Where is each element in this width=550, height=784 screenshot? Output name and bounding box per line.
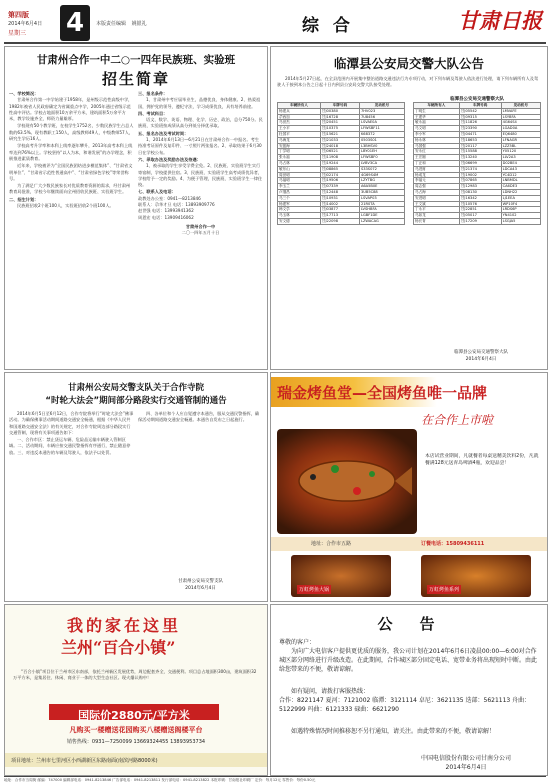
- school-admission-article: [4, 46, 268, 370]
- table-cell: 甘J11826: [459, 120, 501, 126]
- table-cell: YN4102: [501, 213, 540, 219]
- table-cell: 马占林: [278, 160, 321, 166]
- housing-ad-promo: 凡购买一楼赠送花园购买八楼赠送阁楼平台: [69, 726, 203, 734]
- police-notice-title: 甘肃州公安局交警支队关于合作寺院: [67, 383, 204, 393]
- table-cell: CA6DE3: [501, 184, 540, 190]
- table-cell: 甘J07865: [459, 178, 501, 184]
- police-notice-date: 2014年6月4日: [185, 586, 216, 591]
- page-number: 4: [65, 8, 85, 38]
- vehicle-table: [277, 102, 405, 225]
- housing-ad-address: 项目地址：兰州市七里河区小西湖新区东路南面(南滨河路8000米): [11, 758, 158, 764]
- table-cell: 甘J12448: [320, 189, 359, 195]
- housing-ad-slogan: 我的家在这里: [67, 616, 182, 635]
- column-header: 车牌号码: [320, 103, 359, 109]
- table-cell: 安永红: [414, 149, 460, 155]
- column-header: 车辆所有人: [278, 103, 321, 109]
- bbq-ad-subline: 在合作上市啦: [421, 413, 494, 427]
- table-cell: 甘J02174: [320, 172, 359, 178]
- table-cell: D02BE4: [501, 160, 540, 166]
- table-cell: 张永福: [278, 155, 321, 161]
- school-paragraph: 甘肃州合作第一中学始建于1958年，是州级示范性高级中学，1982年被省人民政府确定为省属重点中学，2005年通过省级示范性高中评估。学校占地面积10万余平方米，建筑面积5万余平方米，教学设施齐全，师资力量雄厚。: [9, 97, 133, 122]
- table-cell: 马福明: [278, 178, 321, 184]
- bbq-photo-caption: 万虹烤鱼系列: [429, 587, 460, 593]
- table-cell: S33S072: [359, 166, 404, 172]
- vehicle-table: [413, 102, 541, 225]
- table-cell: 甘J23390: [459, 126, 501, 132]
- traffic-police-notice: [270, 46, 548, 370]
- table-cell: 杨建军: [278, 201, 321, 207]
- table-cell: 甘J19244: [320, 160, 359, 166]
- school-article-column-1: [9, 91, 134, 363]
- column-header: 车牌号码: [459, 103, 501, 109]
- table-cell: K68372: [359, 131, 404, 137]
- bbq-ad-phone: 订餐电话：15809436111: [421, 541, 485, 547]
- table-cell: YC4D12: [501, 172, 540, 178]
- table-cell: 21R0TA: [359, 201, 404, 207]
- table-cell: 甘J17209: [459, 218, 501, 224]
- table-cell: 李玉兰: [278, 184, 321, 190]
- table-cell: 杨建兵: [278, 108, 321, 114]
- table-header-row: [278, 103, 405, 109]
- table-cell: 王宏刚: [414, 155, 460, 161]
- school-section-heading: 三、报名条件：: [138, 91, 168, 96]
- telecom-notice-body: 为向广大电信客户提供更优质的服务，我公司计划在2014年6月6日凌晨00:00—6:00对合作城区部分网络进行升级改造。在此期间，合作城区部分固定电话、宽带业务将出现短时中断。由此给您带来的不便，敬请谅解。: [279, 648, 538, 673]
- housing-ad-price-badge: [49, 704, 219, 720]
- school-signature: 甘肃州合作一中: [185, 223, 216, 229]
- traffic-table-caption: 临潭县公安局交通警察大队: [450, 97, 504, 102]
- school-article-subtitle: 招生简章: [101, 70, 170, 88]
- telecom-contacts: 合作：8221147 夏河：7121002 临潭：3121114 卓尼：3621135 迭部：5621113 舟曲：5122999 玛曲：6121333 碌曲：6621290: [279, 697, 531, 713]
- edition-label: 第四版: [8, 11, 29, 19]
- telecom-notice-date: 2014年6月4日: [445, 764, 487, 771]
- table-cell: 甘J16342: [459, 195, 501, 201]
- table-cell: 甘J03877: [320, 207, 359, 213]
- housing-ad-body: “百合小镇”项目位于兰州市区东南部，依托兰州新区发展优势，周边配套齐全，交通便利。项目总占地面积300亩，建筑面积32万平方米，是集居住、休闲、商业于一体的大型生态社区。现火爆认购中！: [13, 669, 257, 681]
- table-cell: 甘J04471: [459, 131, 501, 137]
- table-cell: 甘J12983: [459, 184, 501, 190]
- school-paragraph: 1、甘肃州中考应届毕业生，品德优良、身体健康。2、热爱祖国，拥护党的领导，遵纪守法，学习成绩优良，具有培养前途。: [138, 97, 261, 109]
- table-cell: 安进明: [414, 195, 460, 201]
- issue-weekday: 星期三: [8, 30, 27, 37]
- table-cell: 丁正和: [414, 160, 460, 166]
- table-cell: 敏东山: [278, 166, 321, 172]
- table-cell: 杜国平: [278, 131, 321, 137]
- school-paragraph: 近年来，学校被评为“全国民族团结进步模范集体”、“甘肃省文明单位”、“甘肃省示范性普通高中”、“甘肃省绿色学校”等荣誉称号。: [9, 163, 133, 181]
- school-contact: 政教处办公室：0941—8213846: [138, 195, 201, 201]
- table-cell: 甘J24018: [320, 143, 359, 149]
- school-paragraph: 语文、数学、英语、物理、化学、历史、政治，总分750分。民族班、实验班按成绩从高分到低分择优录取。: [138, 117, 263, 129]
- traffic-notice-intro: 2014年5月27日起，在全县范围内开展集中整治道路交通违法行为专项行动，对下列车辆及驾驶人依法进行处理，请下列车辆所有人及驾驶人于接到本公告之日起十日内到县公安局交警大队接受处理。: [277, 76, 539, 88]
- table-cell: Y05120: [501, 149, 540, 155]
- table-cell: 甘J10931: [320, 195, 359, 201]
- table-cell: LFNAGR: [501, 137, 540, 143]
- police-notice-column-2: [138, 411, 263, 576]
- table-cell: LBY01EH: [359, 149, 404, 155]
- table-cell: 丁明生: [414, 108, 460, 114]
- school-section-heading: 七、联系人及电话：: [138, 189, 176, 195]
- table-cell: 甘J10375: [320, 126, 359, 132]
- police-notice-title-line2: “时轮大法会”期间部分路段实行交通管制的通告: [45, 396, 227, 406]
- table-cell: 安文德: [278, 218, 321, 224]
- table-cell: 甘J18653: [459, 137, 501, 143]
- school-contact: 联系人：尕华才旦 电话：13893909776: [138, 202, 215, 208]
- school-section-heading: 六、录取办法及奖励办法及待遇：: [138, 156, 201, 162]
- bbq-ad-headline: 瑞金烤鱼堂—全国烤鱼唯一品牌: [277, 384, 488, 402]
- housing-ad-name: 兰州“百合小镇”: [61, 638, 176, 657]
- table-cell: 甘J19506: [320, 178, 359, 184]
- table-cell: 4G64S4: [501, 120, 540, 126]
- table-cell: 王建华: [414, 114, 460, 120]
- column-header: 车辆所有人: [414, 103, 460, 109]
- bbq-ad-photo-2: [421, 555, 531, 597]
- table-cell: 王小平: [278, 126, 321, 132]
- table-cell: LNBMDL: [501, 178, 540, 184]
- footer-divider: [4, 776, 546, 777]
- police-notice-column-1: [9, 411, 134, 591]
- table-cell: LFWSBF0: [359, 155, 404, 161]
- table-cell: LSVAE0A: [359, 120, 404, 126]
- housing-ad-address-bar: [5, 753, 267, 767]
- bbq-ad-address: 地址：合作市五路: [311, 541, 352, 547]
- table-cell: LGBF1DE: [359, 213, 404, 219]
- table-cell: 甘J05017: [459, 213, 501, 219]
- bbq-photo-caption: 万虹烤鱼大锅: [299, 587, 330, 593]
- table-cell: 杨永林: [414, 137, 460, 143]
- table-cell: LMVAFE: [501, 108, 540, 114]
- table-cell: 甘J14002: [320, 201, 359, 207]
- editor-line: [96, 20, 147, 27]
- housing-advertisement: [4, 604, 268, 776]
- bbq-ad-body: 本店试营业期间，凡就餐者每桌送精美饮料2份，凡就餐满128元送青岛啤酒4瓶，欢迎品尝！: [425, 454, 539, 466]
- table-cell: LSGJA5: [501, 218, 540, 224]
- police-paragraph: 四、各单位和个人应自觉遵守本通告，服从交通民警指挥，确保活动期间道路交通安全畅通。本通告自发布之日起施行。: [138, 411, 260, 423]
- table-cell: 甘J06699: [459, 160, 501, 166]
- table-cell: LZWACAG: [359, 218, 404, 224]
- page-number-badge: [60, 5, 90, 41]
- table-cell: 马世杰: [278, 120, 321, 126]
- traffic-notice-signature: 临潭县公安局交通警察大队: [454, 350, 508, 355]
- traffic-notice-title: 临潭县公安局交警大队公告: [333, 56, 484, 71]
- traffic-vehicle-table-left: [277, 102, 405, 225]
- police-paragraph: 2014年6月5日至6月12日，合作寺院将举行“时轮大法会”佛事活动。为确保佛事活动期间道路交通安全畅通，根据《中华人民共和国道路交通安全法》的有关规定，对合作寺院周边部分路段实行交通管制，现将有关事项通告如下：: [9, 411, 134, 435]
- table-cell: 甘J13240: [459, 155, 501, 161]
- table-cell: LLV2A3: [501, 155, 540, 161]
- table-cell: 甘J08865: [320, 166, 359, 172]
- school-article-title: 甘肃州合作一中二○一四年民族班、实验班: [36, 54, 236, 66]
- housing-ad-price: 国际价2880元/平方米: [78, 709, 190, 722]
- school-paragraph: 民族班招收2个班100人，实验班招收2个班100人。: [17, 203, 114, 209]
- table-cell: 杨长青: [414, 218, 460, 224]
- telecom-notice: [270, 604, 548, 776]
- masthead-divider: [4, 42, 546, 44]
- table-cell: 3UB5C88: [359, 189, 404, 195]
- table-cell: 甘J05542: [459, 108, 501, 114]
- table-cell: LVSHBFA: [359, 207, 404, 213]
- police-traffic-control-notice: [4, 372, 268, 602]
- telecom-notice-greeting: 尊敬的客户：: [279, 639, 316, 646]
- table-cell: WP10F4: [501, 201, 540, 207]
- table-cell: 马文明: [414, 126, 460, 132]
- table-cell: LJ1EEA: [501, 195, 540, 201]
- table-cell: 卢继昌: [278, 189, 321, 195]
- table-cell: 甘J15621: [320, 131, 359, 137]
- table-cell: 甘J21033: [320, 137, 359, 143]
- table-cell: EQ6480: [501, 131, 540, 137]
- table-cell: 尕西加: [278, 114, 321, 120]
- table-cell: 甘J16728: [320, 114, 359, 120]
- table-cell: 0503S01: [359, 137, 404, 143]
- section-title: 综 合: [302, 16, 354, 36]
- editor-name: 姚银礼: [131, 21, 147, 27]
- table-cell: 周世明: [278, 172, 321, 178]
- police-notice-signature: 甘肃州公安局交警支队: [178, 579, 223, 584]
- table-cell: 周志强: [414, 184, 460, 190]
- table-cell: 马如龙: [414, 213, 460, 219]
- masthead: [0, 0, 550, 43]
- school-section-heading: 四、考试科目：: [138, 110, 168, 116]
- table-cell: 甘J20451: [320, 120, 359, 126]
- table-row: [278, 218, 405, 224]
- bbq-fish-advertisement: [270, 372, 548, 602]
- table-cell: 马海龙: [278, 137, 321, 143]
- table-cell: 甘J20117: [459, 143, 501, 149]
- table-cell: 甘J21374: [459, 166, 501, 172]
- school-signature-date: 二〇一四年五月十日: [181, 230, 220, 236]
- school-paragraph: 为了满足广大少数民族家长对优质教育资源的需求，经甘肃州教育局批准，学校今年继续面向全州招收民族班、实验班学生。: [9, 183, 131, 195]
- table-cell: LZZ5BL: [501, 143, 540, 149]
- page-footer: 地址：合作市当周街 邮编：747000 编辑部电话：0941-8213846 广告部电话：0941-8213811 发行部电话：0941-8213822 本报印刷：甘南报社印刷厂 定价：每月12元 零售价：每份0.50元: [4, 778, 316, 782]
- issue-date: 2014年6月4日: [8, 21, 43, 27]
- table-cell: 马占海: [414, 189, 460, 195]
- table-cell: LZYTBG: [359, 178, 404, 184]
- table-cell: 王文斌: [414, 201, 460, 207]
- table-cell: 马国强: [414, 143, 460, 149]
- table-cell: 丁学明: [278, 149, 321, 155]
- table-cell: LRDS6P: [501, 207, 540, 213]
- table-cell: 韩文学: [278, 207, 321, 213]
- traffic-notice-date: 2014年6月4日: [465, 357, 497, 362]
- table-cell: 李福元: [414, 178, 460, 184]
- bbq-fish-image: [277, 429, 417, 534]
- table-cell: 甘J11908: [320, 155, 359, 161]
- table-header-row: [414, 103, 541, 109]
- table-cell: 敏永福: [414, 120, 460, 126]
- editor-label: 本版责任编辑: [96, 21, 127, 27]
- table-cell: A6A5B0E: [359, 184, 404, 190]
- school-paragraph: 学校现有50个教学班，在校学生1752名，少数民族学生占总人数的63.5%。现有教职工150人，高级教师49人，中级教师57人，研究生学历16人。: [9, 123, 134, 142]
- telecom-notice-signature: 中国电信股份有限公司甘南分公司: [420, 755, 511, 762]
- table-cell: LDCA43: [501, 166, 540, 172]
- telecom-notice-title: 公 告: [377, 615, 441, 633]
- table-cell: 4G69S4M: [359, 172, 404, 178]
- school-paragraph: 1、2014年6月13日—6月21日在甘肃州合作一中报名。考生持准考证原件及复印件、一寸照片两张报名。2、录取结果于6月30日在学校公布。: [138, 137, 262, 155]
- school-paragraph: 1、被录取的学生享受学费全免。2、民族班、实验班学生实行寄宿制，学校提供住宿。3、民族班、实验班学生高考成绩优异者，学校给予一定的奖励。4、为便于管理，民族班、实验班学生一律住校。: [138, 163, 263, 188]
- telecom-contact-heading: 如有疑问，请拨打客服热线：: [291, 688, 370, 695]
- table-cell: 甘J22851: [459, 207, 501, 213]
- school-section-heading: 五、报名办法及考试时间：: [138, 130, 189, 136]
- school-section-heading: 一、学校简况：: [9, 91, 39, 96]
- table-cell: LDNH22: [501, 189, 540, 195]
- table-cell: 甘J17713: [320, 213, 359, 219]
- school-section-heading: 二、招生计划：: [9, 196, 39, 202]
- traffic-vehicle-table-right: [413, 102, 541, 225]
- table-cell: 马进财: [414, 166, 460, 172]
- column-header: 发动机号: [359, 103, 404, 109]
- table-cell: 甘J06521: [320, 149, 359, 155]
- table-cell: 甘J09315: [459, 114, 501, 120]
- newspaper-logo: 甘肃日报: [458, 8, 542, 33]
- table-cell: 甘J10576: [459, 201, 501, 207]
- table-cell: 甘J15588: [459, 149, 501, 155]
- table-cell: 7HV023: [359, 108, 404, 114]
- table-cell: 甘J19002: [459, 172, 501, 178]
- school-contact: 赵世强 电话：13993941362: [138, 208, 194, 214]
- table-cell: 杨成龙: [414, 172, 460, 178]
- table-cell: LSYBFA: [501, 114, 540, 120]
- table-cell: LSVAP03: [359, 195, 404, 201]
- table-cell: L3BHSV0: [359, 143, 404, 149]
- column-header: 发动机号: [501, 103, 540, 109]
- grilled-fish-icon: [277, 429, 417, 534]
- telecom-notice-thanks: 如遇特殊情况时间推移恕不另行通知，请关注。由此带来的不便，敬请谅解！: [291, 728, 496, 735]
- table-cell: LVBV3CA: [359, 160, 404, 166]
- school-contact: 周恩宏 电话：13909416062: [138, 214, 194, 220]
- table-cell: 马玉林: [278, 213, 321, 219]
- table-cell: 甘J00380: [320, 108, 359, 114]
- table-cell: 7U8456: [359, 114, 404, 120]
- table-cell: 甘J22098: [320, 218, 359, 224]
- bbq-ad-photo-1: [291, 555, 391, 597]
- table-cell: 甘J08130: [459, 189, 501, 195]
- housing-ad-sales-line: 销售热线：0931—7250099 13669324455 13893953734: [66, 739, 206, 745]
- table-cell: 安振海: [278, 143, 321, 149]
- table-cell: 甘J07339: [320, 184, 359, 190]
- bbq-ad-contact-bar: [271, 537, 547, 551]
- table-cell: 李小军: [414, 131, 460, 137]
- school-paragraph: 学校高考升学率和本科上线率逐年攀升，2013年高考本科上线率达到76%以上。学校坚持“以人为本，和谐发展”的办学理念，积极推进素质教育。: [9, 143, 133, 161]
- table-cell: LFWSBF11: [359, 126, 404, 132]
- table-cell: LGAD0A: [501, 126, 540, 132]
- table-cell: 丁永平: [414, 207, 460, 213]
- table-row: [414, 218, 541, 224]
- table-cell: 马三个: [278, 195, 321, 201]
- school-article-column-2: [138, 91, 263, 363]
- police-paragraph: 一、合作市区：禁止货运车辆、危险品运输车辆驶入管制区域。二、活动期间，车辆应按交通民警指挥有序通行，禁止随意停放。三、对违反本通告的车辆及驾驶人，依法予以处罚。: [9, 437, 131, 455]
